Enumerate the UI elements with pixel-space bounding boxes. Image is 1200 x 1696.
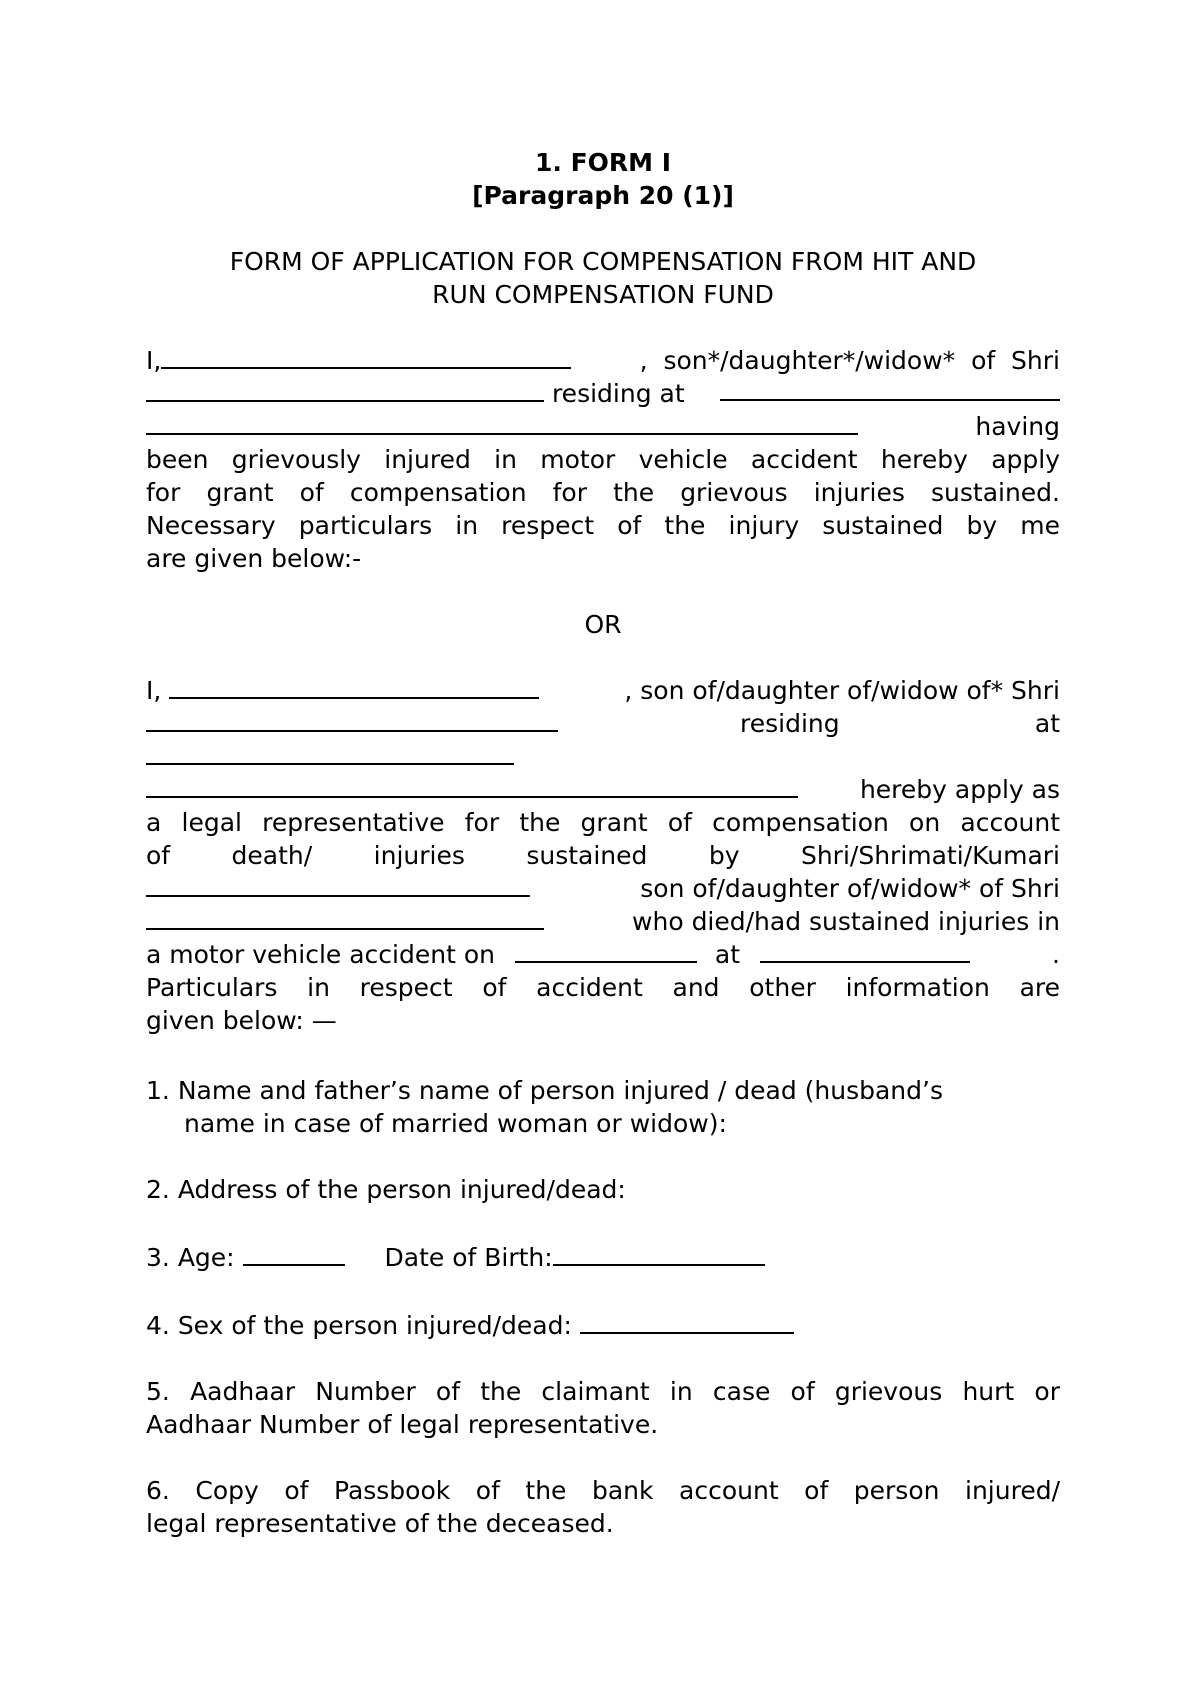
p2-relation-text: , son of/daughter of/widow of* Shri: [624, 676, 1060, 705]
item-1-text-line-2: name in case of married woman or widow):: [184, 1109, 727, 1138]
item-5-text-line-2: Aadhaar Number of legal representative.: [146, 1410, 659, 1439]
p2-line-8: [146, 905, 1060, 938]
accident-at-label: at: [714, 940, 740, 969]
accident-date-field[interactable]: [515, 939, 697, 963]
dob-label: Date of Birth:: [384, 1243, 553, 1272]
hereby-apply-as-text: hereby apply as: [859, 775, 1060, 804]
p2-line-3: [146, 740, 1060, 773]
form-title: [146, 245, 1060, 311]
p1-line-2: [146, 377, 1060, 410]
having-label: having: [975, 412, 1060, 441]
item-4-number: 4.: [146, 1311, 170, 1340]
paragraph-reference: [Paragraph 20 (1)]: [472, 181, 734, 210]
item-6-text-line-1: Copy of Passbook of the bank account of person injured/: [195, 1476, 1060, 1505]
died-sustained-text: who died/had sustained injuries in: [632, 907, 1060, 936]
item-6: [146, 1474, 1060, 1540]
representative-address-field-2[interactable]: [146, 774, 798, 798]
deceased-name-field[interactable]: [146, 873, 530, 897]
item-6-text-line-2: legal representative of the deceased.: [146, 1509, 614, 1538]
residing-label: residing: [740, 709, 840, 738]
p2-line-4: [146, 773, 1060, 806]
item-5: [146, 1375, 1060, 1441]
p1-line-6: Necessary particulars in respect of the injury sustained by me: [146, 511, 1060, 540]
item-1: [146, 1074, 1060, 1140]
p1-line-1: [146, 344, 1060, 377]
p2-line-5: a legal representative for the grant of compensation on account: [146, 808, 1060, 837]
p1-relation-text: , son*/daughter*/widow* of Shri: [639, 346, 1060, 375]
p2-i-label: I,: [146, 676, 162, 705]
p2-line-2: [146, 707, 1060, 740]
item-2-text: Address of the person injured/dead:: [177, 1175, 626, 1204]
representative-name-field[interactable]: [169, 675, 539, 699]
deceased-relation-text: son of/daughter of/widow* of Shri: [640, 874, 1060, 903]
representative-address-field-1[interactable]: [146, 741, 514, 765]
dob-field[interactable]: [553, 1242, 765, 1266]
representative-father-name-field[interactable]: [146, 708, 558, 732]
residence-address-field-2[interactable]: [146, 411, 858, 435]
p1-i-label: I,: [146, 346, 162, 375]
item-5-text-line-1: Aadhaar Number of the claimant in case of grievous hurt or: [190, 1377, 1060, 1406]
p1-line-7: are given below:-: [146, 544, 362, 573]
legal-representative-section: [146, 674, 1060, 1037]
p2-line-1: [146, 674, 1060, 707]
age-field[interactable]: [243, 1242, 345, 1266]
sentence-period: .: [1052, 940, 1060, 969]
residing-at-label: residing at: [551, 379, 685, 408]
sex-field[interactable]: [580, 1310, 794, 1334]
item-6-number: 6.: [146, 1476, 170, 1505]
p1-line-4: been grievously injured in motor vehicle accident hereby apply: [146, 445, 1060, 474]
residence-address-field-1[interactable]: [720, 377, 1060, 401]
item-1-number: 1.: [146, 1076, 170, 1105]
applicant-name-field[interactable]: [161, 345, 571, 369]
age-label: Age:: [177, 1243, 235, 1272]
accident-on-text: a motor vehicle accident on: [146, 940, 495, 969]
item-3-number: 3.: [146, 1243, 170, 1272]
p2-line-7: [146, 872, 1060, 905]
p1-line-5: for grant of compensation for the grievous injuries sustained.: [146, 478, 1060, 507]
deceased-father-name-field[interactable]: [146, 906, 544, 930]
form-header: [146, 146, 1060, 212]
form-title-line-1: FORM OF APPLICATION FOR COMPENSATION FROM HIT AND: [229, 247, 977, 276]
item-4: [146, 1309, 1060, 1342]
item-3: [146, 1241, 1060, 1274]
injured-applicant-section: [146, 344, 1060, 575]
p1-line-3: [146, 410, 1060, 443]
form-number: 1. FORM I: [534, 148, 672, 177]
p2-line-10: Particulars in respect of accident and other information are: [146, 973, 1060, 1002]
or-separator: OR: [584, 610, 622, 639]
accident-place-field[interactable]: [760, 939, 970, 963]
p2-line-11: given below: —: [146, 1006, 337, 1035]
p2-line-6: of death/ injuries sustained by Shri/Shrimati/Kumari: [146, 841, 1060, 870]
p2-line-9: [146, 938, 1060, 971]
form-title-line-2: RUN COMPENSATION FUND: [432, 280, 774, 309]
at-label: at: [1034, 709, 1060, 738]
item-1-text-line-1: Name and father’s name of person injured / dead (husband’s: [177, 1076, 943, 1105]
item-2-number: 2.: [146, 1175, 170, 1204]
item-5-number: 5.: [146, 1377, 170, 1406]
item-4-text: Sex of the person injured/dead:: [177, 1311, 572, 1340]
father-husband-name-field[interactable]: [146, 378, 544, 402]
item-2: [146, 1173, 1060, 1206]
